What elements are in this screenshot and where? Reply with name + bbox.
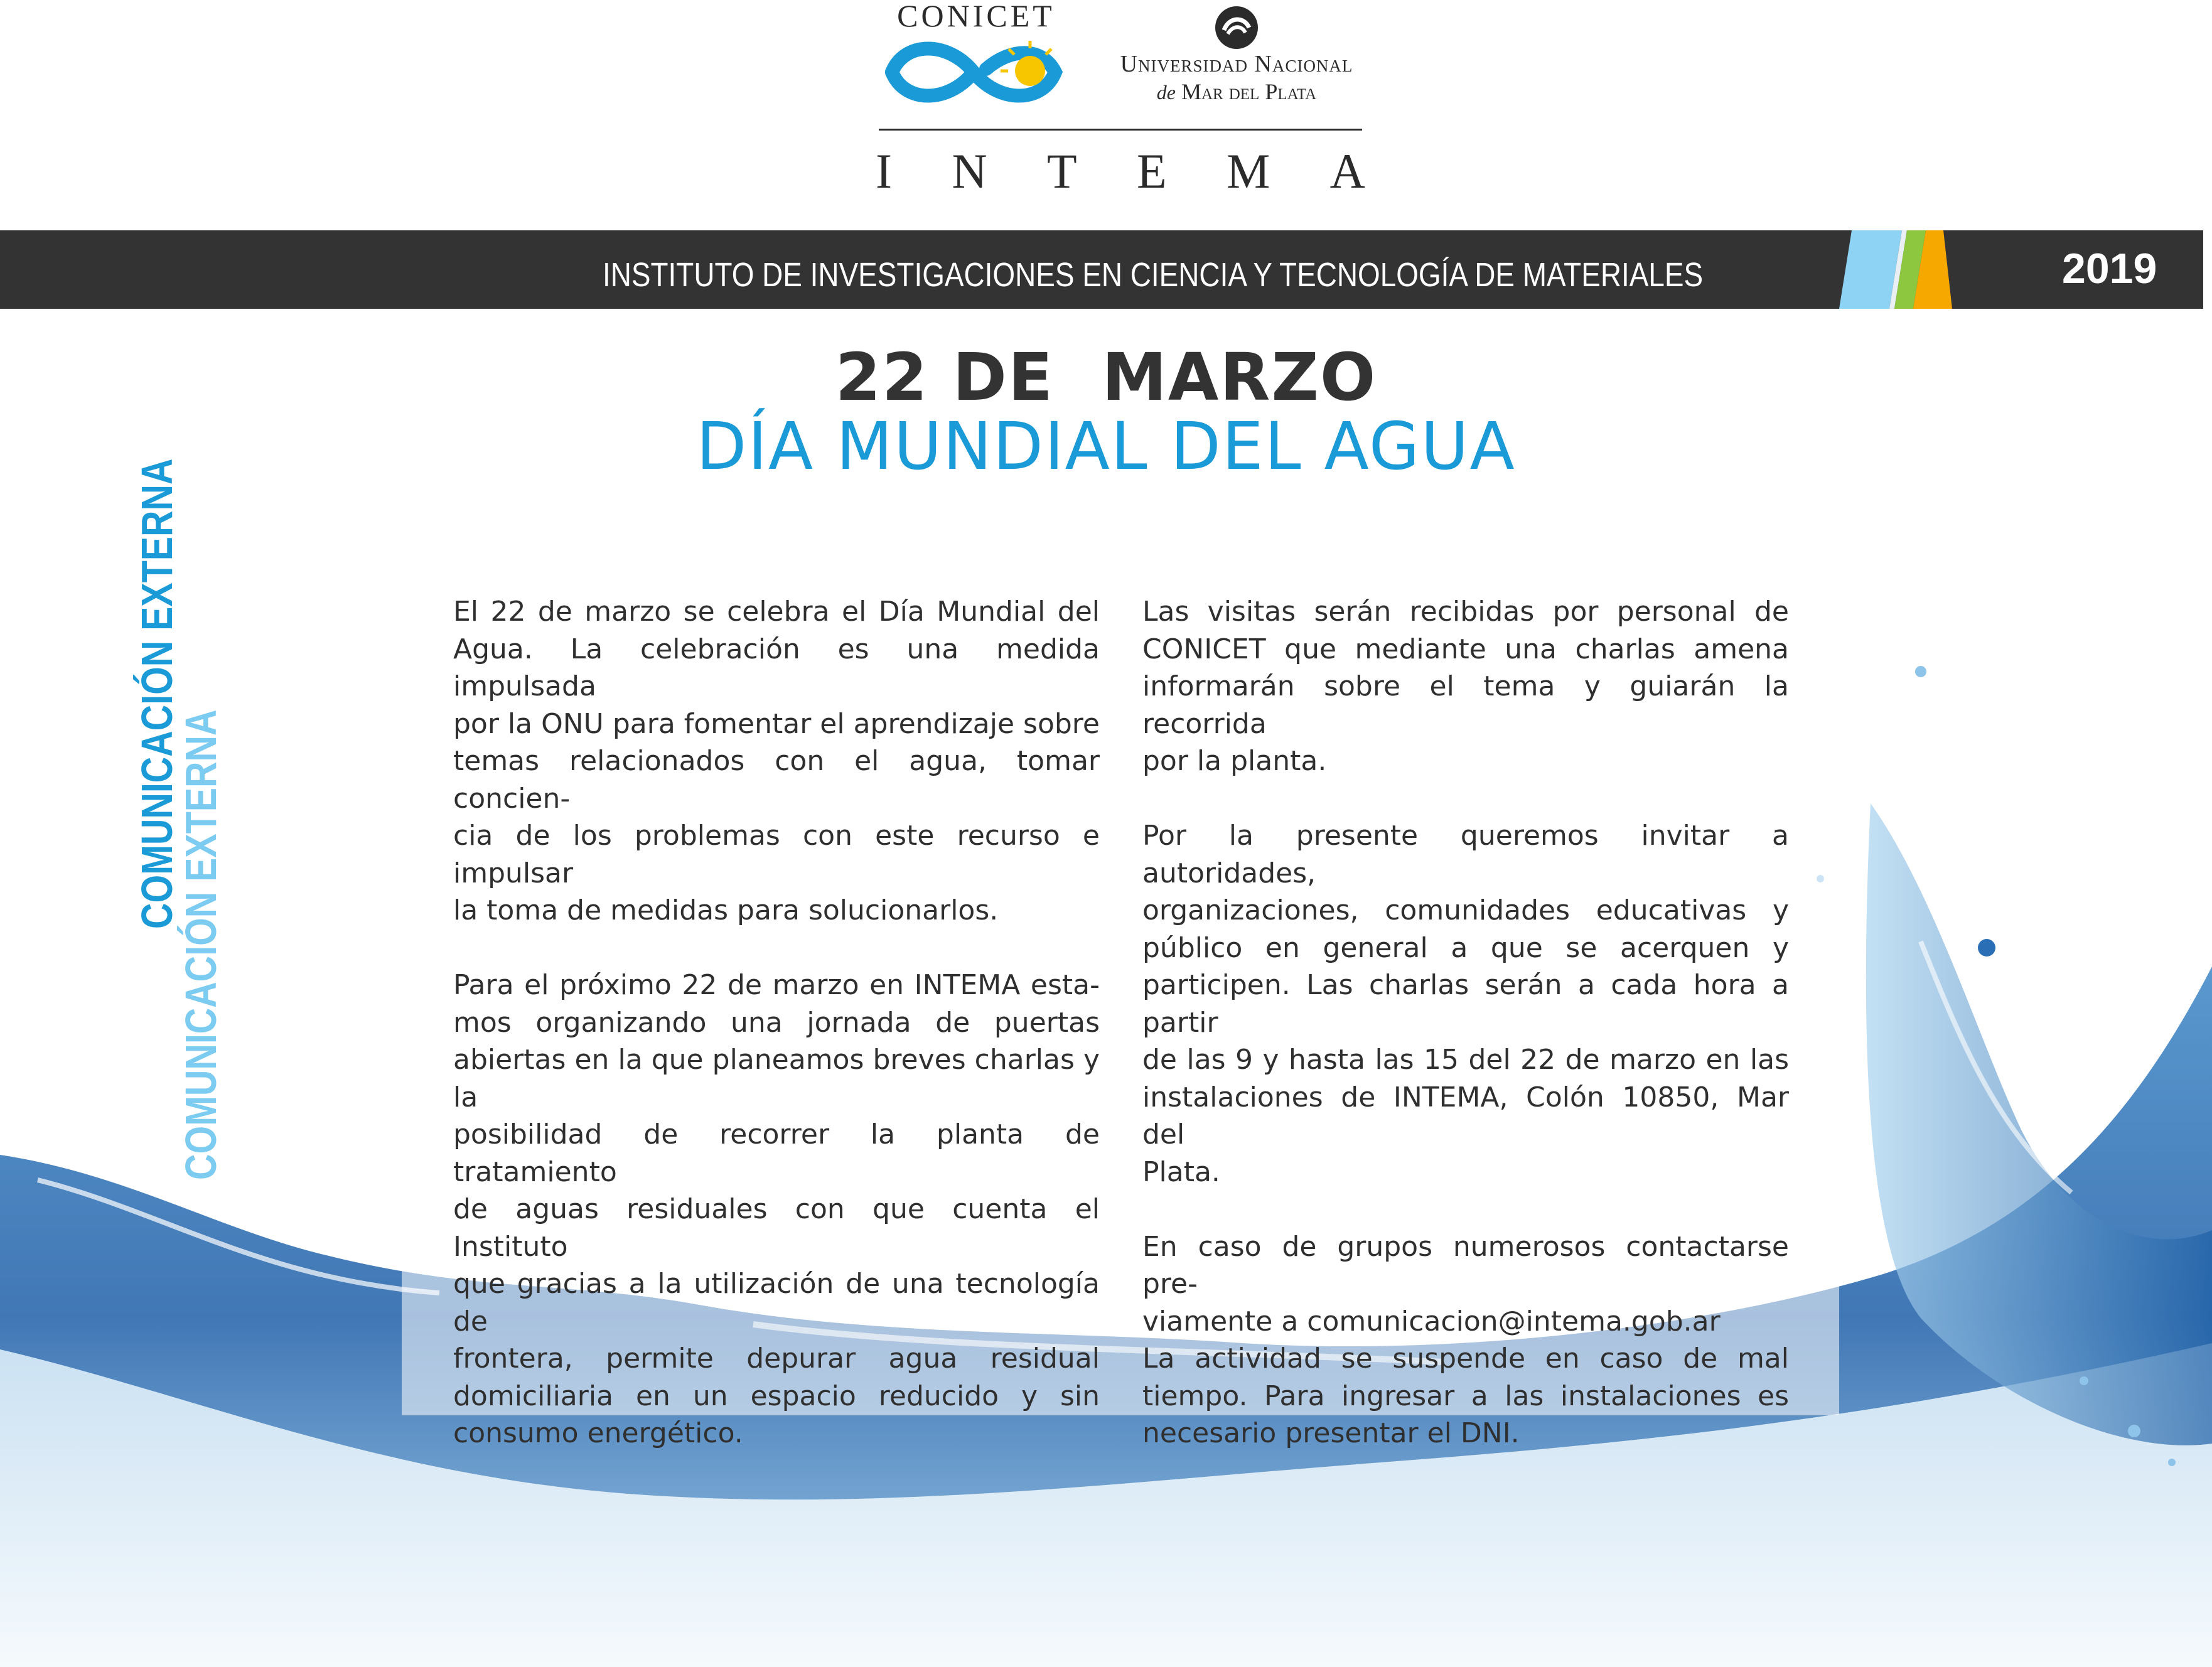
intema-letter: T [1046, 144, 1077, 198]
text-line: consumo energético. [453, 1417, 743, 1449]
banner-year: 2019 [2062, 245, 2157, 292]
text-line: que gracias a la utilización de una tecnología de [453, 1268, 1100, 1337]
institute-banner [0, 230, 2203, 309]
text-line: Las visitas serán recibidas por personal de [1142, 596, 1789, 628]
text-line: necesario presentar el DNI. [1142, 1417, 1520, 1449]
conicet-logo [876, 0, 1076, 126]
unmdp-seal-icon [1205, 3, 1268, 53]
unmdp-logo [1105, 0, 1368, 113]
paragraph-visits [1142, 593, 1789, 780]
text-line: por la ONU para fomentar el aprendizaje sobre [453, 707, 1100, 740]
side-label-secondary: COMUNICACIÓN EXTERNA [176, 709, 225, 1180]
logo-divider [879, 129, 1362, 131]
intema-letter: M [1226, 144, 1270, 198]
text-line: temas relacionados con el agua, tomar concien- [453, 745, 1100, 815]
intema-wordmark [876, 143, 1365, 200]
text-line: instalaciones de INTEMA, Colón 10850, Mar del [1142, 1081, 1789, 1150]
side-label-primary: COMUNICACIÓN EXTERNA [132, 458, 181, 929]
text-line: El 22 de marzo se celebra el Día Mundial del [453, 596, 1100, 628]
text-line: Por la presente queremos invitar a autoridades, [1142, 820, 1789, 889]
text-line: participen. Las charlas serán a cada hora a partir [1142, 969, 1789, 1039]
text-line: público en general a que se acerquen y [1142, 931, 1789, 964]
text-line: La actividad se suspende en caso de mal [1142, 1343, 1789, 1375]
paragraph-intro [453, 593, 1100, 930]
text-line: Para el próximo 22 de marzo en INTEMA esta- [453, 969, 1100, 1001]
text-line: informarán sobre el tema y guiarán la recorrida [1142, 670, 1789, 740]
institute-name: INSTITUTO DE INVESTIGACIONES EN CIENCIA Y TECNOLOGÍA DE MATERIALES [603, 256, 1704, 294]
text-line: la toma de medidas para solucionarlos. [453, 894, 999, 926]
paragraph-open-house [453, 967, 1100, 1452]
conicet-logo-text: CONICET [897, 0, 1055, 33]
text-line: abiertas en la que planeamos breves charlas y la [453, 1044, 1100, 1113]
unmdp-name: Universidad Nacional [1120, 51, 1353, 77]
text-line: Agua. La celebración es una medida impulsada [453, 633, 1100, 702]
text-line: En caso de grupos numerosos contactarse pre- [1142, 1230, 1789, 1300]
text-line: mos organizando una jornada de puertas [453, 1006, 1100, 1039]
conicet-infinity-icon [879, 35, 1068, 110]
text-line: Plata. [1142, 1155, 1220, 1188]
event-name-heading: DÍA MUNDIAL DEL AGUA [696, 408, 1516, 485]
unmdp-location-prefix: de [1156, 81, 1176, 104]
paragraph-invitation [1142, 817, 1789, 1191]
text-line: CONICET que mediante una charlas amena [1142, 633, 1789, 665]
text-line: organizaciones, comunidades educativas y [1142, 894, 1789, 926]
paragraph-weather-notice [1142, 1340, 1789, 1452]
text-line: posibilidad de recorrer la planta de tratamiento [453, 1118, 1100, 1188]
body-column-right [1142, 593, 1789, 1452]
text-line: por la planta. [1142, 745, 1327, 777]
unmdp-location-city: Mar del Plata [1181, 79, 1317, 104]
contact-email[interactable]: viamente a comunicacion@intema.gob.ar [1142, 1305, 1721, 1337]
event-date-heading: 22 DE MARZO [835, 339, 1377, 415]
text-line: cia de los problemas con este recurso e impulsar [453, 820, 1100, 889]
text-line: frontera, permite depurar agua residual [453, 1343, 1100, 1375]
intema-letter: A [1329, 144, 1365, 198]
text-line: tiempo. Para ingresar a las instalaciones es [1142, 1380, 1789, 1412]
intema-letter: N [952, 144, 987, 198]
text-line: de las 9 y hasta las 15 del 22 de marzo en las [1142, 1044, 1789, 1076]
unmdp-location [1105, 78, 1368, 105]
color-stripes-decoration [1833, 230, 1958, 309]
intema-letter: E [1136, 144, 1167, 198]
text-line: domiciliaria en un espacio reducido y sin [453, 1380, 1100, 1412]
text-line: de aguas residuales con que cuenta el Instituto [453, 1193, 1100, 1263]
body-column-left [453, 593, 1100, 1489]
paragraph-groups-contact [1142, 1228, 1789, 1341]
intema-letter: I [876, 144, 892, 198]
